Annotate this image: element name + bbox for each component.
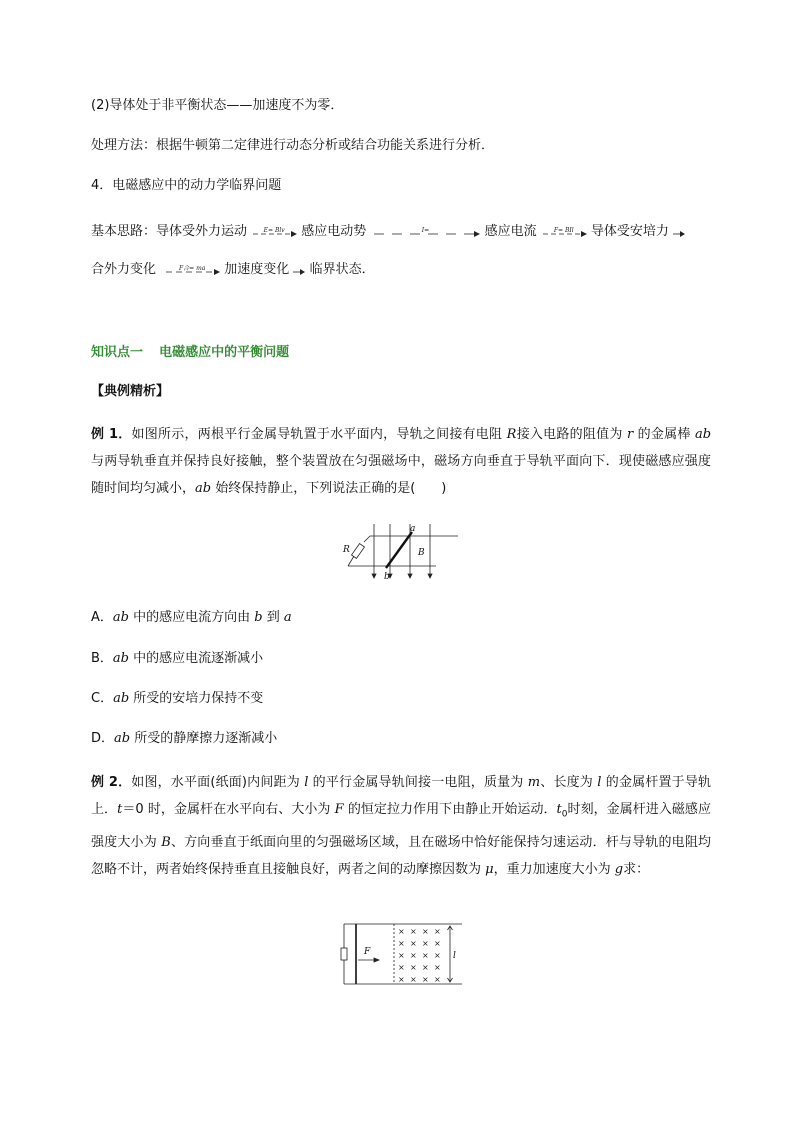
ex1-t4: 与两导轨垂直并保持良好接触，整个装置放在匀强磁场中，磁场方向垂直于导轨平面向下．现使磁感应强度随时间均匀减小， xyxy=(91,454,711,496)
section-tag: 【典例精析】 xyxy=(91,384,170,399)
arrow-current-label: I= xyxy=(421,226,430,234)
ex2-t8: 、方向垂直于纸面向里的匀强磁场区域，且在磁场中恰好能保持匀速运动．杆与导轨的电阻均忽略不计，两者始终保持垂直且接触良好，两者之间的动摩擦因数为 xyxy=(91,834,711,877)
fig1-label-R: R xyxy=(343,545,350,555)
option-c-prefix: C． xyxy=(91,691,114,706)
field-cross: × xyxy=(434,927,441,936)
field-cross: × xyxy=(398,939,405,948)
field-cross: × xyxy=(422,975,429,984)
flow-current: 感应电流 xyxy=(484,224,537,239)
ex2-t9: ，重力加速度大小为 xyxy=(493,861,615,877)
ex1-r: r xyxy=(627,427,634,442)
example-2-label: 例 2． xyxy=(91,775,132,790)
field-cross: × xyxy=(434,975,441,984)
option-a-text: 中的感应电流方向由 xyxy=(128,610,255,625)
field-cross: × xyxy=(422,939,429,948)
fig1-label-B: B xyxy=(418,548,425,558)
option-a-b: b xyxy=(254,610,263,625)
option-d[interactable] xyxy=(91,729,277,749)
option-a-ab: ab xyxy=(112,610,129,625)
example-1-text xyxy=(91,421,711,502)
ex1-t3: 的金属棒 xyxy=(633,427,695,442)
arrow-current xyxy=(370,225,480,239)
field-cross: × xyxy=(398,927,405,936)
example-2-figure xyxy=(336,918,464,990)
ex2-m: m xyxy=(527,775,541,790)
field-cross: × xyxy=(434,963,441,972)
ex2-t5: ＝0 时，金属杆在水平向右、大小为 xyxy=(122,802,335,817)
field-cross: × xyxy=(434,951,441,960)
ex1-t5: 始终保持静止，下列说法正确的是( ) xyxy=(211,481,447,496)
field-cross: × xyxy=(422,927,429,936)
ex1-t2: 接入电路的阻值为 xyxy=(516,427,627,442)
option-a-to: 到 xyxy=(262,610,284,625)
option-b[interactable] xyxy=(91,649,263,669)
option-b-prefix: B． xyxy=(91,651,113,666)
field-cross: × xyxy=(410,963,417,972)
field-cross: × xyxy=(410,975,417,984)
ex2-t2: 的平行金属导轨间接一电阻，质量为 xyxy=(308,775,528,790)
ex2-t1: 如图，水平面(纸面)内间距为 xyxy=(131,775,305,790)
ex2-B: B xyxy=(161,834,171,850)
option-c[interactable] xyxy=(91,689,263,709)
option-a[interactable] xyxy=(91,608,292,628)
arrow-plain-1 xyxy=(673,225,685,239)
section-title xyxy=(91,343,289,363)
fig1-label-b: b xyxy=(384,572,390,582)
intro-line-2: 处理方法：根据牛顿第二定律进行动态分析或结合功能关系进行分析． xyxy=(91,138,495,153)
arrow-force xyxy=(541,225,587,239)
ex1-R: R xyxy=(506,427,517,442)
example-1-figure xyxy=(336,522,462,584)
arrow-force-label: F= BIl xyxy=(553,226,574,234)
ex1-ab1: ab xyxy=(694,427,712,442)
section-title-b: 电磁感应中的平衡问题 xyxy=(159,345,290,360)
flow-lead: 基本思路：导体受外力运动 xyxy=(91,224,248,239)
field-cross: × xyxy=(398,951,405,960)
flow-emf: 感应电动势 xyxy=(301,224,367,239)
arrow-newton xyxy=(164,263,220,277)
ex2-t: t xyxy=(117,802,123,817)
resistor-R xyxy=(352,544,365,559)
flow-ampere: 导体受安培力 xyxy=(590,224,669,239)
example-2-text xyxy=(91,769,711,883)
option-d-prefix: D． xyxy=(91,731,115,746)
ex2-l1: l xyxy=(304,775,309,790)
option-a-prefix: A． xyxy=(91,610,113,625)
arrow-emf xyxy=(251,225,297,239)
ex2-t7: 时刻，金属杆进入磁感应强度大小为 xyxy=(91,802,711,850)
ex2-t10: 求： xyxy=(623,861,650,877)
field-cross: × xyxy=(422,963,429,972)
flow-line-2 xyxy=(91,260,375,280)
ex1-t1: 如图所示，两根平行金属导轨置于水平面内，导轨之间接有电阻 xyxy=(131,427,507,442)
option-a-a: a xyxy=(283,610,292,625)
option-d-ab: ab xyxy=(114,731,131,746)
field-cross: × xyxy=(410,951,417,960)
ex2-mu: μ xyxy=(485,861,494,877)
field-cross: × xyxy=(410,927,417,936)
ex1-ab2: ab xyxy=(195,481,212,496)
resistor xyxy=(341,948,347,960)
fig1-label-a: a xyxy=(410,524,416,534)
option-b-text: 中的感应电流逐渐减小 xyxy=(129,651,264,666)
ex2-t3: 、长度为 xyxy=(540,775,598,790)
fig2-label-l: l xyxy=(453,951,456,961)
example-1-label: 例 1． xyxy=(91,427,132,442)
ex2-g: g xyxy=(614,861,624,877)
arrow-plain-2 xyxy=(293,263,305,277)
field-cross: × xyxy=(398,975,405,984)
arrow-newton-label: F合= ma xyxy=(178,264,206,272)
ex2-l2: l xyxy=(597,775,602,790)
ex2-t0-sub: 0 xyxy=(561,809,568,820)
heading-4: 4．电磁感应中的动力学临界问题 xyxy=(91,178,282,193)
option-d-text: 所受的静摩擦力逐渐减小 xyxy=(130,731,278,746)
flow-net-force: 合外力变化 xyxy=(91,262,157,277)
ex2-t4: 的金属杆置于导轨上． xyxy=(91,775,712,817)
field-cross: × xyxy=(434,939,441,948)
flow-critical: 临界状态． xyxy=(309,262,375,277)
ex2-t6: 的恒定拉力作用下由静止开始运动． xyxy=(343,802,557,817)
flow-line-1 xyxy=(91,222,685,242)
option-c-ab: ab xyxy=(113,691,130,706)
intro-line-1: (2)导体处于非平衡状态——加速度不为零． xyxy=(91,98,344,113)
flow-accel: 加速度变化 xyxy=(224,262,290,277)
fig2-label-F: F xyxy=(364,947,371,957)
option-b-ab: ab xyxy=(112,651,129,666)
arrow-emf-label: E= Blv xyxy=(263,226,285,234)
field-cross: × xyxy=(422,951,429,960)
section-title-a: 知识点一 xyxy=(91,345,144,360)
field-cross: × xyxy=(410,939,417,948)
field-cross: × xyxy=(398,963,405,972)
ex2-F: F xyxy=(334,802,344,817)
magnetic-field-crosses xyxy=(398,927,441,984)
ex2-t0: t xyxy=(556,802,562,817)
option-c-text: 所受的安培力保持不变 xyxy=(129,691,264,706)
